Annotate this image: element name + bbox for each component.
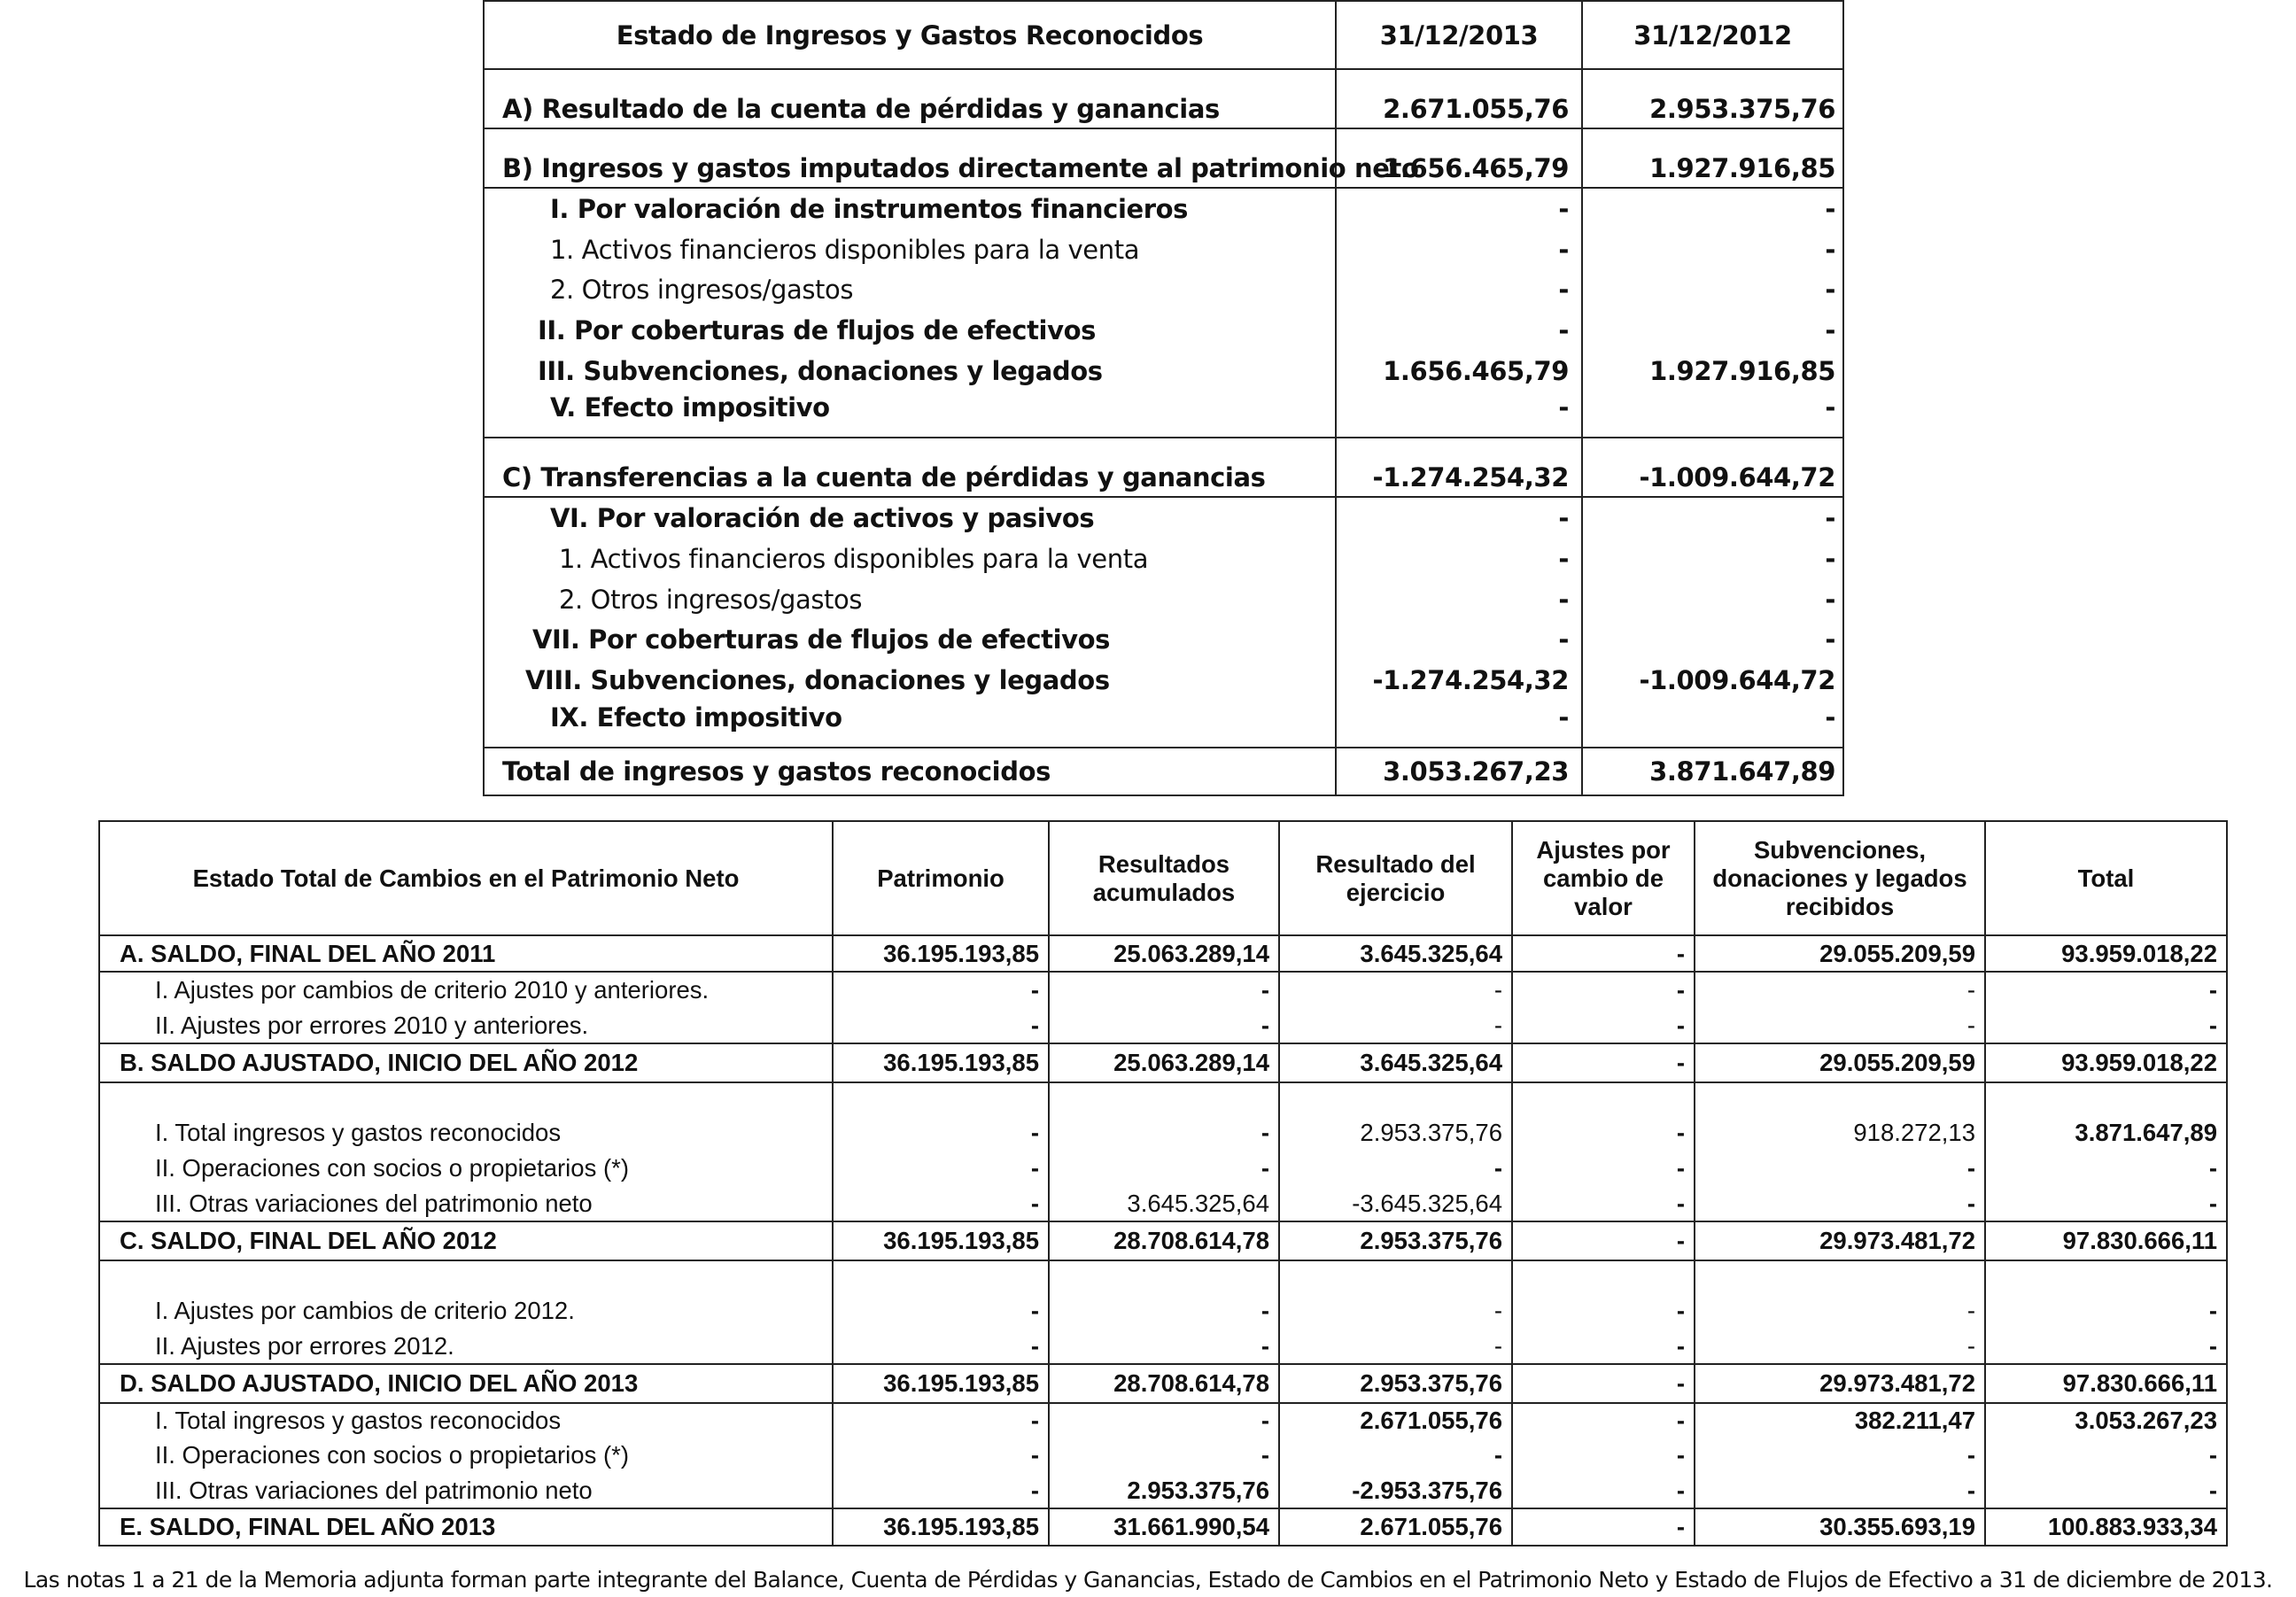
value-patrimonio: - — [834, 1115, 1050, 1151]
value-ajustes: - — [1513, 973, 1695, 1008]
row-label: VI. Por valoración de activos y pasivos — [485, 498, 1337, 539]
column-header-concept: Estado de Ingresos y Gastos Reconocidos — [485, 2, 1337, 68]
value-2012: 1.927.916,85 — [1649, 355, 1835, 386]
value-ajustes: - — [1513, 1404, 1695, 1438]
column-header-patrimonio: Patrimonio — [834, 822, 1050, 934]
value-ajustes: - — [1513, 1008, 1695, 1043]
column-header-total: Total — [2077, 864, 2135, 892]
row-label: B. SALDO AJUSTADO, INICIO DEL AÑO 2012 — [100, 1044, 834, 1081]
value-resultado-ejercicio: 3.645.325,64 — [1280, 936, 1513, 971]
row-label: B) Ingresos y gastos imputados directamente al patrimonio neto — [485, 129, 1337, 187]
value-2012: - — [1825, 275, 1835, 306]
row-label: V. Efecto impositivo — [485, 391, 1337, 437]
table-row — [485, 391, 1842, 438]
value-2012: 2.953.375,76 — [1649, 94, 1835, 124]
value-resultado-ejercicio: 2.953.375,76 — [1280, 1115, 1513, 1151]
row-label: III. Subvenciones, donaciones y legados — [485, 351, 1337, 391]
value-2013: 1.656.465,79 — [1337, 129, 1583, 187]
value-2013: 1.656.465,79 — [1337, 351, 1583, 391]
table-row — [100, 1329, 2226, 1365]
value-2013: - — [1337, 539, 1583, 579]
column-header-2012: 31/12/2012 — [1633, 19, 1792, 50]
value-resultado-ejercicio: - — [1280, 1151, 1513, 1186]
value-resultados-acumulados: 28.708.614,78 — [1050, 1222, 1280, 1260]
value-2013: - — [1337, 498, 1583, 539]
value-2012: - — [1825, 392, 1835, 423]
value-2012: - — [1825, 702, 1835, 733]
row-label: III. Otras variaciones del patrimonio neto — [100, 1473, 834, 1508]
value-2012: 1.927.916,85 — [1649, 153, 1835, 183]
value-patrimonio: - — [834, 1186, 1050, 1221]
value-resultados-acumulados: - — [1050, 1293, 1280, 1329]
value-subvenciones: 918.272,13 — [1695, 1115, 1986, 1151]
value-patrimonio: - — [834, 1329, 1050, 1363]
row-label: I. Total ingresos y gastos reconocidos — [100, 1115, 834, 1151]
row-label: 1. Activos financieros disponibles para la venta — [485, 229, 1337, 270]
value-patrimonio: 36.195.193,85 — [834, 1365, 1050, 1402]
table-row — [100, 973, 2226, 1008]
value-resultado-ejercicio: -2.953.375,76 — [1280, 1473, 1513, 1508]
value-resultados-acumulados: - — [1050, 1329, 1280, 1363]
section-a-row — [485, 70, 1842, 129]
column-header-resultados-acumulados: Resultados acumulados — [1050, 822, 1280, 934]
value-ajustes: - — [1513, 1151, 1695, 1186]
row-label: A) Resultado de la cuenta de pérdidas y ganancias — [485, 70, 1337, 128]
value-total: - — [2208, 1189, 2217, 1217]
value-2013: - — [1337, 391, 1583, 437]
value-subvenciones: - — [1695, 1008, 1986, 1043]
row-label: 2. Otros ingresos/gastos — [485, 269, 1337, 310]
value-2012: - — [1825, 503, 1835, 534]
row-label: D. SALDO AJUSTADO, INICIO DEL AÑO 2013 — [100, 1365, 834, 1402]
column-header-resultado-ejercicio: Resultado del ejercicio — [1280, 822, 1513, 934]
value-patrimonio: 36.195.193,85 — [834, 1044, 1050, 1081]
value-ajustes: - — [1513, 936, 1695, 971]
value-resultados-acumulados: 2.953.375,76 — [1050, 1473, 1280, 1508]
value-total: 97.830.666,11 — [2062, 1227, 2217, 1254]
value-total: 3.871.647,89 — [2075, 1119, 2217, 1146]
value-2012: - — [1825, 543, 1835, 574]
table-header-row — [100, 822, 2226, 936]
value-ajustes: - — [1513, 1365, 1695, 1402]
table-row — [485, 351, 1842, 391]
value-2012: - — [1825, 584, 1835, 615]
value-patrimonio: 36.195.193,85 — [834, 936, 1050, 971]
row-label: III. Otras variaciones del patrimonio neto — [100, 1186, 834, 1221]
row-label: Total de ingresos y gastos reconocidos — [485, 748, 1337, 795]
section-b-row — [485, 129, 1842, 189]
value-subvenciones: 29.055.209,59 — [1695, 936, 1986, 971]
row-label: II. Ajustes por errores 2010 y anteriores. — [100, 1008, 834, 1043]
row-label: I. Ajustes por cambios de criterio 2010 y anteriores. — [100, 973, 834, 1008]
value-resultado-ejercicio: 3.645.325,64 — [1280, 1044, 1513, 1081]
value-subvenciones: - — [1695, 1293, 1986, 1329]
value-2013: - — [1337, 701, 1583, 747]
row-label: II. Por coberturas de flujos de efectivos — [485, 310, 1337, 351]
value-total: 3.053.267,23 — [2075, 1407, 2217, 1434]
table-row — [100, 1115, 2226, 1151]
value-ajustes: - — [1513, 1115, 1695, 1151]
value-resultados-acumulados: - — [1050, 1404, 1280, 1438]
row-label: I. Por valoración de instrumentos financieros — [485, 189, 1337, 229]
value-patrimonio: - — [834, 1473, 1050, 1508]
table-row — [100, 1151, 2226, 1186]
value-patrimonio: 36.195.193,85 — [834, 1222, 1050, 1260]
value-2012: - — [1825, 234, 1835, 265]
value-ajustes: - — [1513, 1509, 1695, 1545]
value-2013: 3.053.267,23 — [1337, 748, 1583, 795]
equity-changes-table — [98, 820, 2228, 1547]
value-2013: - — [1337, 310, 1583, 351]
row-label: I. Total ingresos y gastos reconocidos — [100, 1404, 834, 1438]
column-header-2013: 31/12/2013 — [1337, 2, 1583, 68]
value-2013: - — [1337, 579, 1583, 620]
row-label: C) Transferencias a la cuenta de pérdidas y ganancias — [485, 438, 1337, 496]
value-2012: - — [1825, 624, 1835, 655]
value-2012: 3.871.647,89 — [1649, 756, 1835, 787]
value-resultados-acumulados: - — [1050, 973, 1280, 1008]
value-subvenciones: 30.355.693,19 — [1695, 1509, 1986, 1545]
column-header-subvenciones: Subvenciones, donaciones y legados recibidos — [1695, 822, 1986, 934]
row-label: II. Ajustes por errores 2012. — [100, 1329, 834, 1363]
table-row — [485, 579, 1842, 620]
value-patrimonio: 36.195.193,85 — [834, 1509, 1050, 1545]
value-resultados-acumulados: - — [1050, 1151, 1280, 1186]
row-label: 1. Activos financieros disponibles para la venta — [485, 539, 1337, 579]
spacer-row — [100, 1261, 2226, 1293]
table-header-row — [485, 2, 1842, 70]
row-label: A. SALDO, FINAL DEL AÑO 2011 — [100, 936, 834, 971]
value-total: - — [2208, 1154, 2217, 1182]
value-ajustes: - — [1513, 1186, 1695, 1221]
value-resultado-ejercicio: - — [1280, 1293, 1513, 1329]
value-subvenciones: - — [1695, 1438, 1986, 1473]
value-subvenciones: - — [1695, 1151, 1986, 1186]
value-2013: - — [1337, 229, 1583, 270]
section-c-row — [485, 438, 1842, 498]
value-total: 97.830.666,11 — [2062, 1369, 2217, 1397]
spacer-row — [100, 1083, 2226, 1115]
value-subvenciones: 382.211,47 — [1695, 1404, 1986, 1438]
row-label: I. Ajustes por cambios de criterio 2012. — [100, 1293, 834, 1329]
value-resultados-acumulados: 3.645.325,64 — [1050, 1186, 1280, 1221]
table-row — [485, 189, 1842, 229]
value-total: - — [2208, 1011, 2217, 1039]
table-row — [485, 310, 1842, 351]
value-resultado-ejercicio: - — [1280, 973, 1513, 1008]
value-ajustes: - — [1513, 1473, 1695, 1508]
value-total: 100.883.933,34 — [2047, 1513, 2217, 1540]
value-resultado-ejercicio: 2.953.375,76 — [1280, 1222, 1513, 1260]
table-row — [100, 1438, 2226, 1473]
balance-row — [100, 1365, 2226, 1404]
value-resultado-ejercicio: - — [1280, 1329, 1513, 1363]
table-row — [100, 1473, 2226, 1509]
table-row — [485, 620, 1842, 661]
row-label: E. SALDO, FINAL DEL AÑO 2013 — [100, 1509, 834, 1545]
value-resultado-ejercicio: - — [1280, 1438, 1513, 1473]
value-resultados-acumulados: 31.661.990,54 — [1050, 1509, 1280, 1545]
table-row — [100, 1186, 2226, 1222]
value-patrimonio: - — [834, 1404, 1050, 1438]
value-ajustes: - — [1513, 1293, 1695, 1329]
row-label: VII. Por coberturas de flujos de efectivos — [485, 620, 1337, 661]
table-row — [485, 269, 1842, 310]
table-row — [485, 701, 1842, 748]
value-resultados-acumulados: 25.063.289,14 — [1050, 1044, 1280, 1081]
value-resultado-ejercicio: -3.645.325,64 — [1280, 1186, 1513, 1221]
value-patrimonio: - — [834, 1151, 1050, 1186]
value-2012: -1.009.644,72 — [1639, 462, 1835, 493]
value-patrimonio: - — [834, 1293, 1050, 1329]
value-2013: -1.274.254,32 — [1337, 660, 1583, 701]
row-label: II. Operaciones con socios o propietarios (*) — [100, 1151, 834, 1186]
value-ajustes: - — [1513, 1329, 1695, 1363]
row-label: VIII. Subvenciones, donaciones y legados — [485, 660, 1337, 701]
value-resultado-ejercicio: 2.671.055,76 — [1280, 1404, 1513, 1438]
value-total: - — [2208, 1476, 2217, 1504]
table-row — [485, 498, 1842, 539]
value-total: 93.959.018,22 — [2061, 1049, 2217, 1076]
balance-row — [100, 1509, 2226, 1545]
value-2013: 2.671.055,76 — [1337, 70, 1583, 128]
value-2012: - — [1825, 193, 1835, 224]
value-subvenciones: - — [1695, 1473, 1986, 1508]
value-resultados-acumulados: - — [1050, 1438, 1280, 1473]
value-total: - — [2208, 1331, 2217, 1360]
table-row — [100, 1404, 2226, 1438]
value-resultados-acumulados: 28.708.614,78 — [1050, 1365, 1280, 1402]
value-subvenciones: - — [1695, 1186, 1986, 1221]
column-header-concept: Estado Total de Cambios en el Patrimonio Neto — [100, 822, 834, 934]
value-subvenciones: 29.973.481,72 — [1695, 1365, 1986, 1402]
value-2012: -1.009.644,72 — [1639, 665, 1835, 696]
table-row — [485, 660, 1842, 701]
value-2013: - — [1337, 620, 1583, 661]
value-resultados-acumulados: - — [1050, 1008, 1280, 1043]
table-row — [100, 1293, 2226, 1329]
table-row — [485, 229, 1842, 270]
value-ajustes: - — [1513, 1222, 1695, 1260]
value-total: - — [2208, 1297, 2217, 1324]
value-2013: -1.274.254,32 — [1337, 438, 1583, 496]
value-total: - — [2208, 1441, 2217, 1469]
footer-note: Las notas 1 a 21 de la Memoria adjunta forman parte integrante del Balance, Cuenta de Pérdidas y Ganancias, Estado de Cambios en el Patrimonio Neto y Estado de Flujos de Efectivo a 31 de diciembre de 2013. — [23, 1567, 2273, 1593]
value-ajustes: - — [1513, 1438, 1695, 1473]
value-resultados-acumulados: 25.063.289,14 — [1050, 936, 1280, 971]
value-patrimonio: - — [834, 973, 1050, 1008]
value-resultado-ejercicio: 2.953.375,76 — [1280, 1365, 1513, 1402]
balance-row — [100, 1222, 2226, 1261]
row-label: 2. Otros ingresos/gastos — [485, 579, 1337, 620]
value-resultado-ejercicio: - — [1280, 1008, 1513, 1043]
value-total: 93.959.018,22 — [2061, 939, 2217, 967]
value-ajustes: - — [1513, 1044, 1695, 1081]
balance-row — [100, 1044, 2226, 1083]
value-resultados-acumulados: - — [1050, 1115, 1280, 1151]
value-patrimonio: - — [834, 1438, 1050, 1473]
value-2012: - — [1825, 314, 1835, 345]
total-row — [485, 748, 1842, 795]
row-label: IX. Efecto impositivo — [485, 701, 1337, 747]
value-2013: - — [1337, 269, 1583, 310]
row-label: C. SALDO, FINAL DEL AÑO 2012 — [100, 1222, 834, 1260]
balance-row — [100, 936, 2226, 973]
value-subvenciones: - — [1695, 973, 1986, 1008]
column-header-ajustes: Ajustes por cambio de valor — [1513, 822, 1695, 934]
table-row — [485, 539, 1842, 579]
value-patrimonio: - — [834, 1008, 1050, 1043]
table-row — [100, 1008, 2226, 1044]
value-subvenciones: 29.055.209,59 — [1695, 1044, 1986, 1081]
row-label: II. Operaciones con socios o propietarios (*) — [100, 1438, 834, 1473]
income-expense-statement-table — [483, 0, 1844, 796]
value-resultado-ejercicio: 2.671.055,76 — [1280, 1509, 1513, 1545]
value-subvenciones: - — [1695, 1329, 1986, 1363]
value-total: - — [2208, 976, 2217, 1004]
value-2013: - — [1337, 189, 1583, 229]
value-subvenciones: 29.973.481,72 — [1695, 1222, 1986, 1260]
